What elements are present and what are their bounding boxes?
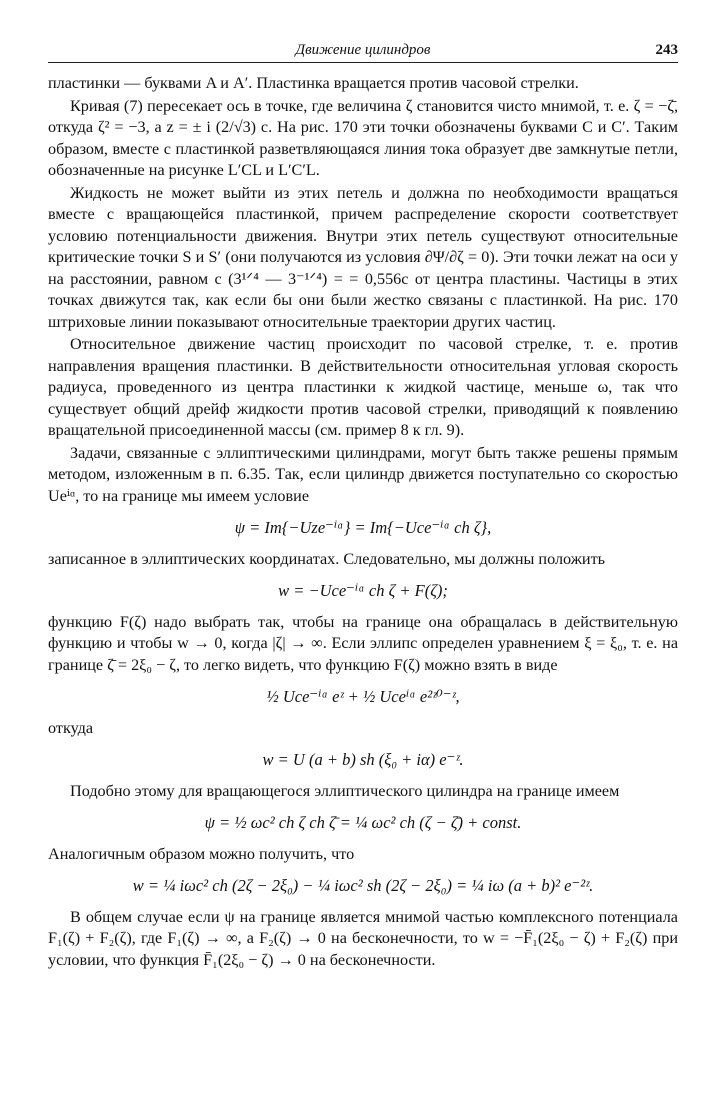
paragraph-9: Подобно этому для вращающегося эллиптического цилиндра на границе имеем (70, 781, 620, 800)
paragraph-11: В общем случае если ψ на границе является мнимой частью комплексного потенциала F₁(ζ) + F₂(ζ), где F₁(ζ) → ∞, а F₂(ζ) → 0 на бесконечности, то w = −F̄₁(2ξ₀ − ζ) + F₂(ζ) при условии, что функция F̄₁(2ξ₀ − ζ) → 0 на бесконечности. (48, 907, 678, 969)
running-title: Движение цилиндров (295, 42, 431, 58)
paragraph-4: Относительное движение частиц происходит по часовой стрелке, т. е. против направления вращения пластинки. В действительности относительная угловая скорость радиуса, проведенного из центра пластинки к жидкой частице, меньше ω, так что существует общий дрейф жидкости против часовой стрелки, приводящий к появлению вращательной присоединенной массы (см. пример 8 к гл. 9). (48, 335, 678, 439)
equation-2: w = −Uce⁻ⁱᵅ ch ζ + F(ζ); (278, 581, 448, 600)
equation-5: ψ = ½ ωc² ch ζ ch ζ̄ = ¼ ωc² ch (ζ − ζ̄) + const. (204, 813, 522, 832)
paragraph-10: Аналогичным образом можно получить, что (48, 844, 355, 863)
page (48, 36, 678, 972)
equation-1: ψ = Im{−Uze⁻ⁱᵅ} = Im{−Uce⁻ⁱᵅ ch ζ}, (234, 518, 492, 537)
paragraph-8: откуда (48, 718, 94, 737)
page-number: 243 (655, 42, 678, 58)
paragraph-3: Жидкость не может выйти из этих петель и должна по необходимости вращаться вместе с вращающейся пластинкой, причем распределение скорости соответствует условию потенциальности движения. Внутри этих петель существуют относительные критические точки S и S′ (они получаются из условия ∂Ψ/∂ζ = 0). Эти точки лежат на оси y на расстоянии, равном c (3¹ᐟ⁴ — 3⁻¹ᐟ⁴) = = 0,556c от центра пластины. Частицы в этих точках движутся так, как если бы они были жестко связаны с пластинкой. На рис. 170 штриховые линии показывают относительные траектории других частиц. (48, 183, 678, 331)
page-body (48, 73, 678, 971)
equation-6: w = ¼ iωc² ch (2ζ − 2ξ₀) − ¼ iωc² sh (2ζ − 2ξ₀) = ¼ iω (a + b)² e⁻²ᶻ. (132, 876, 594, 895)
paragraph-6: записанное в эллиптических координатах. Следовательно, мы должны положить (48, 549, 606, 568)
paragraph-7: функцию F(ζ) надо выбрать так, чтобы на границе она обращалась в действительную функцию и чтобы w → 0, когда |ζ| → ∞. Если эллипс определен уравнением ξ = ξ₀, т. е. на границе ζ̄ = 2ξ₀ − ζ, то легко видеть, что функцию F(ζ) можно взять в виде (48, 612, 678, 674)
paragraph-2: Кривая (7) пересекает ось в точке, где величина ζ становится чисто мнимой, т. е. ζ = −ζ̄, откуда ζ² = −3, а z = ± i (2/√3) c. На рис. 170 эти точки обозначены буквами C и C′. Таким образом, вместе с пластинкой разветвляющаяся линия тока образует две замкнутые петли, обозначенные на рисунке L′CL и L′C′L. (48, 96, 678, 179)
paragraph-1: пластинки — буквами A и A′. Пластинка вращается против часовой стрелки. (48, 74, 579, 92)
equation-4: w = U (a + b) sh (ξ₀ + iα) e⁻ᶻ. (262, 750, 464, 769)
page-header (48, 36, 678, 63)
equation-3: ½ Uce⁻ⁱᵅ eᶻ + ½ Uceⁱᵅ e²ᶻ⁰⁻ᶻ, (266, 687, 460, 706)
paragraph-5: Задачи, связанные с эллиптическими цилиндрами, могут быть также решены прямым методом, изложенным в п. 6.35. Так, если цилиндр движется поступательно со скоростью Ueⁱᵅ, то на границе мы имеем условие (48, 443, 678, 505)
